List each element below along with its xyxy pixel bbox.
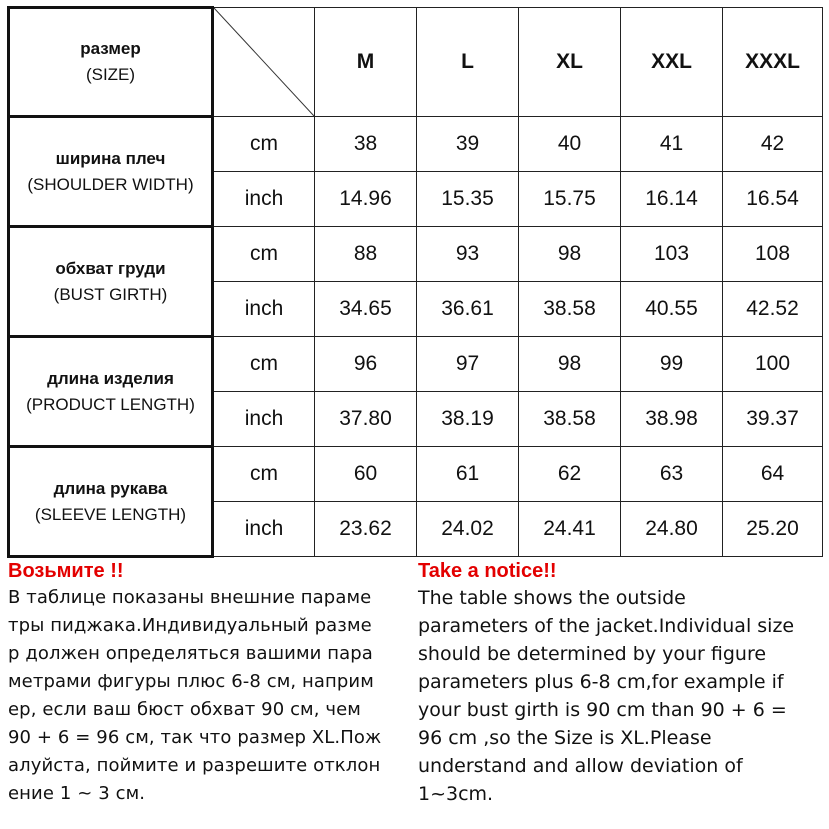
size-header-l: L <box>417 8 519 117</box>
measurement-label-ru: длина изделия <box>47 368 174 388</box>
value-cell: 108 <box>723 227 823 282</box>
value-cell: 37.80 <box>315 392 417 447</box>
value-cell: 40 <box>519 117 621 172</box>
measurement-label-en: (BUST GIRTH) <box>53 284 168 304</box>
shoulder-width-label <box>9 117 213 227</box>
unit-cm: cm <box>213 337 315 392</box>
measurement-label-en: (SHOULDER WIDTH) <box>27 174 194 194</box>
notice-line: тры пиджака.Индивидуальный разме <box>8 615 372 636</box>
value-cell: 96 <box>315 337 417 392</box>
unit-inch: inch <box>213 172 315 227</box>
table-row <box>9 227 823 282</box>
table-row <box>9 337 823 392</box>
unit-cm: cm <box>213 117 315 172</box>
value-cell: 39.37 <box>723 392 823 447</box>
notice-line: ер, если ваш бюст обхват 90 см, чем <box>8 699 361 720</box>
size-header-xxl: XXL <box>621 8 723 117</box>
value-cell: 42 <box>723 117 823 172</box>
unit-inch: inch <box>213 392 315 447</box>
value-cell: 41 <box>621 117 723 172</box>
value-cell: 36.61 <box>417 282 519 337</box>
table-row <box>9 447 823 502</box>
value-cell: 88 <box>315 227 417 282</box>
notice-line: understand and allow deviation of <box>418 755 743 777</box>
size-header-xl: XL <box>519 8 621 117</box>
notice-line: The table shows the outside <box>418 587 686 609</box>
measurement-label-en: (PRODUCT LENGTH) <box>26 394 195 414</box>
value-cell: 16.14 <box>621 172 723 227</box>
value-cell: 38.98 <box>621 392 723 447</box>
value-cell: 38 <box>315 117 417 172</box>
value-cell: 24.02 <box>417 502 519 557</box>
notice-text-ru <box>8 584 408 808</box>
value-cell: 15.35 <box>417 172 519 227</box>
size-header-xxxl: XXXL <box>723 8 823 117</box>
bust-girth-label <box>9 227 213 337</box>
notice-line: 96 cm ,so the Size is XL.Please <box>418 727 712 749</box>
size-label-cell <box>9 8 213 117</box>
measurement-label-en: (SLEEVE LENGTH) <box>34 504 187 524</box>
size-label-en: (SIZE) <box>85 65 136 84</box>
diagonal-corner-cell <box>213 8 315 117</box>
value-cell: 40.55 <box>621 282 723 337</box>
value-cell: 25.20 <box>723 502 823 557</box>
value-cell: 60 <box>315 447 417 502</box>
header-row <box>9 8 823 117</box>
size-chart-table-container <box>7 6 821 555</box>
value-cell: 38.58 <box>519 392 621 447</box>
notice-line: parameters of the jacket.Individual size <box>418 615 795 637</box>
diagonal-line <box>214 8 314 116</box>
value-cell: 93 <box>417 227 519 282</box>
value-cell: 42.52 <box>723 282 823 337</box>
measurement-label-ru: ширина плеч <box>55 148 166 168</box>
value-cell: 99 <box>621 337 723 392</box>
notice-ru <box>8 558 408 808</box>
notice-line: should be determined by your figure <box>418 643 767 665</box>
notice-title-en: Take a notice!! <box>418 560 557 582</box>
size-label-ru: размер <box>80 39 141 58</box>
notice-line: ение 1 ~ 3 см. <box>8 783 146 804</box>
value-cell: 97 <box>417 337 519 392</box>
unit-inch: inch <box>213 502 315 557</box>
unit-inch: inch <box>213 282 315 337</box>
size-chart-table <box>7 6 823 558</box>
value-cell: 100 <box>723 337 823 392</box>
notice-line: 90 + 6 = 96 см, так что размер XL.Пож <box>8 727 382 748</box>
unit-cm: cm <box>213 227 315 282</box>
value-cell: 39 <box>417 117 519 172</box>
measurement-label-ru: длина рукава <box>53 478 168 498</box>
value-cell: 16.54 <box>723 172 823 227</box>
table-row <box>9 117 823 172</box>
notice-text-en <box>418 584 822 808</box>
value-cell: 34.65 <box>315 282 417 337</box>
size-header-m: M <box>315 8 417 117</box>
notice-line: 1~3cm. <box>418 783 494 805</box>
notice-line: В таблице показаны внешние параме <box>8 587 372 608</box>
unit-cm: cm <box>213 447 315 502</box>
value-cell: 61 <box>417 447 519 502</box>
notice-line: алуйста, поймите и разрешите отклон <box>8 755 381 776</box>
value-cell: 98 <box>519 337 621 392</box>
value-cell: 98 <box>519 227 621 282</box>
value-cell: 38.58 <box>519 282 621 337</box>
notice-line: метрами фигуры плюс 6-8 см, наприм <box>8 671 374 692</box>
notice-line: parameters plus 6-8 cm,for example if <box>418 671 784 693</box>
sleeve-length-label <box>9 447 213 557</box>
notice-line: р должен определяться вашими пара <box>8 643 373 664</box>
value-cell: 103 <box>621 227 723 282</box>
value-cell: 63 <box>621 447 723 502</box>
value-cell: 24.80 <box>621 502 723 557</box>
value-cell: 64 <box>723 447 823 502</box>
product-length-label <box>9 337 213 447</box>
measurement-label-ru: обхват груди <box>55 258 166 278</box>
notice-line: your bust girth is 90 cm than 90 + 6 = <box>418 699 787 721</box>
value-cell: 38.19 <box>417 392 519 447</box>
notice-en <box>418 558 822 808</box>
value-cell: 15.75 <box>519 172 621 227</box>
value-cell: 23.62 <box>315 502 417 557</box>
notice-title-ru: Возьмите !! <box>8 560 124 582</box>
value-cell: 24.41 <box>519 502 621 557</box>
value-cell: 62 <box>519 447 621 502</box>
value-cell: 14.96 <box>315 172 417 227</box>
